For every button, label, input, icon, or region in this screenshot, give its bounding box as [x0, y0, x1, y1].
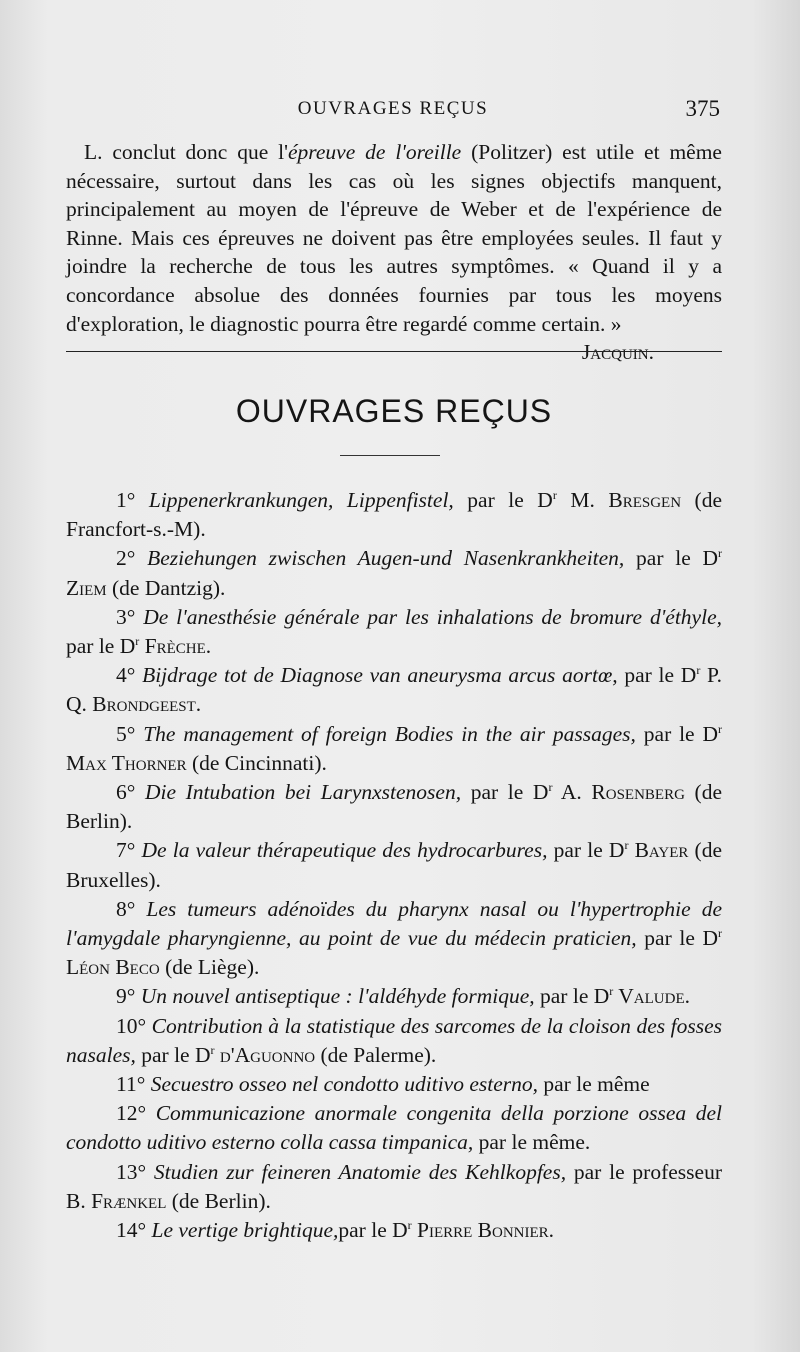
item-title: De la valeur thérapeutique des hydrocarbures,	[141, 838, 548, 863]
item-byline: par le D	[453, 488, 553, 512]
received-works-list	[66, 486, 722, 1245]
item-number: 14°	[116, 1218, 152, 1243]
item-superscript: r	[210, 1042, 215, 1057]
item-author: Valude.	[613, 984, 690, 1009]
signature: Jacquin.	[581, 340, 654, 365]
item-location: (de Liège).	[159, 955, 260, 980]
item-number: 2°	[116, 546, 148, 571]
item-number: 10°	[116, 1013, 152, 1038]
item-number: 1°	[116, 488, 149, 512]
heading-underline	[340, 455, 440, 456]
item-superscript: r	[624, 838, 629, 853]
item-superscript: r	[696, 663, 701, 678]
item-byline: par le même	[538, 1072, 650, 1097]
running-head-title: OUVRAGES REÇUS	[297, 98, 489, 119]
item-location: (de Berlin).	[66, 780, 723, 834]
item-superscript: r	[718, 721, 722, 736]
item-author: M. Bresgen	[556, 488, 682, 512]
item-author: Max Thorner	[66, 750, 187, 775]
intro-text: (Politzer) est utile et même nécessaire, surtout dans les cas où les signes objectifs manquent, principalement au moyen de l'épreuve de Weber et de l'expérience de Rinne. Mais ces épreuves ne doivent pas être employées seules. Il faut y joindre la recherche de tous les autres symptômes. « Quand il y a concordance absolue des données fournies par tous les moyens d'exploration, le diagnostic pourra être regardé comme certain. »	[66, 140, 722, 336]
item-title: Contribution à la statistique des sarcomes de la cloison des fosses nasales,	[66, 1013, 722, 1067]
list-item	[66, 836, 722, 894]
list-item	[66, 486, 722, 544]
intro-italic: épreuve de l'oreille	[288, 140, 462, 164]
item-number: 11°	[116, 1072, 151, 1097]
item-location: (de Francfort-s.-M).	[66, 488, 723, 542]
item-title: De l'anesthésie générale par les inhalations de bromure d'éthyle,	[143, 604, 722, 629]
item-title: Beziehungen zwischen Augen-und Nasenkrankheiten,	[147, 546, 625, 571]
item-superscript: r	[718, 925, 723, 940]
item-number: 12°	[116, 1101, 156, 1126]
item-title: Die Intubation bei Larynxstenosen,	[144, 780, 462, 805]
intro-paragraph	[66, 138, 722, 365]
list-item	[66, 720, 722, 778]
page-number: 375	[685, 96, 720, 121]
item-byline: par le D	[636, 926, 719, 951]
item-number: 8°	[116, 896, 147, 921]
item-superscript: r	[718, 546, 722, 561]
list-item	[66, 1012, 722, 1070]
item-number: 5°	[116, 721, 144, 746]
running-head	[66, 98, 720, 128]
item-number: 6°	[116, 780, 145, 805]
list-item	[66, 661, 722, 719]
item-author: A. Rosenberg	[552, 780, 685, 805]
item-superscript: r	[135, 633, 140, 648]
list-item	[66, 1070, 722, 1099]
item-byline: par le D	[617, 663, 697, 688]
intro-prefix: L. conclut donc que l'	[84, 140, 289, 164]
item-title: Les tumeurs adénoïdes du pharynx nasal ou l'hypertrophie de l'amygdale pharyngienne, au point de vue du médecin praticien,	[66, 896, 722, 951]
item-location: (de Berlin).	[166, 1188, 271, 1213]
item-author: d'Aguonno	[214, 1042, 316, 1067]
item-author: Ziem	[66, 575, 107, 600]
item-byline: par le D	[461, 780, 549, 805]
item-location: (de Palerme).	[315, 1042, 437, 1067]
item-location: (de Cincinnati).	[186, 750, 327, 775]
item-author: P. Q. Brondgeest.	[66, 663, 722, 717]
item-superscript: r	[609, 984, 614, 999]
item-superscript: r	[552, 487, 557, 502]
intro-paragraph-block	[66, 138, 722, 367]
item-number: 7°	[116, 838, 142, 863]
item-title: The management of foreign Bodies in the air passages,	[143, 721, 636, 746]
list-item	[66, 778, 722, 836]
item-byline: par le professeur	[566, 1159, 722, 1184]
section-heading: OUVRAGES REÇUS	[235, 393, 553, 429]
item-byline: par le D	[66, 634, 136, 659]
item-location: (de Dantzig).	[106, 575, 226, 600]
item-title: Secuestro osseo nel condotto uditivo esterno,	[150, 1072, 539, 1097]
item-number: 3°	[116, 604, 144, 629]
section-divider	[66, 351, 722, 352]
item-number: 13°	[116, 1159, 154, 1184]
item-author: B. Frænkel	[66, 1188, 167, 1213]
item-number: 9°	[116, 984, 141, 1009]
list-item	[66, 603, 722, 661]
item-byline: par le D	[534, 984, 610, 1009]
list-item	[66, 1099, 722, 1157]
item-byline: par le D	[338, 1218, 408, 1243]
item-title: Communicazione anormale congenita della porzione ossea del condotto uditivo esterno colla cassa timpanica,	[66, 1101, 722, 1155]
list-item	[66, 982, 722, 1011]
item-byline: par le D	[624, 546, 718, 571]
item-byline: par le D	[547, 838, 625, 863]
item-author: Pierre Bonnier.	[411, 1218, 555, 1243]
item-number: 4°	[116, 663, 143, 688]
item-author: Léon Beco	[66, 955, 160, 980]
list-item	[66, 544, 722, 602]
list-item	[66, 1158, 722, 1216]
item-superscript: r	[407, 1217, 412, 1232]
item-title: Bijdrage tot de Diagnose van aneurysma arcus aortœ,	[142, 663, 618, 688]
list-item	[66, 1216, 722, 1245]
item-location: (de Bruxelles).	[66, 838, 722, 892]
item-byline: par le D	[635, 721, 718, 746]
item-byline: par le même.	[473, 1130, 591, 1155]
item-title: Un nouvel antiseptique : l'aldéhyde formique,	[140, 984, 535, 1009]
item-superscript: r	[548, 779, 553, 794]
item-title: Le vertige brightique,	[151, 1218, 339, 1243]
item-title: Lippenerkrankungen, Lippenfistel,	[148, 488, 454, 512]
item-author: Frèche.	[139, 634, 212, 659]
item-byline: par le D	[135, 1042, 211, 1067]
list-item	[66, 895, 722, 983]
item-title: Studien zur feineren Anatomie des Kehlkopfes,	[153, 1159, 567, 1184]
item-author: Bayer	[628, 838, 689, 863]
